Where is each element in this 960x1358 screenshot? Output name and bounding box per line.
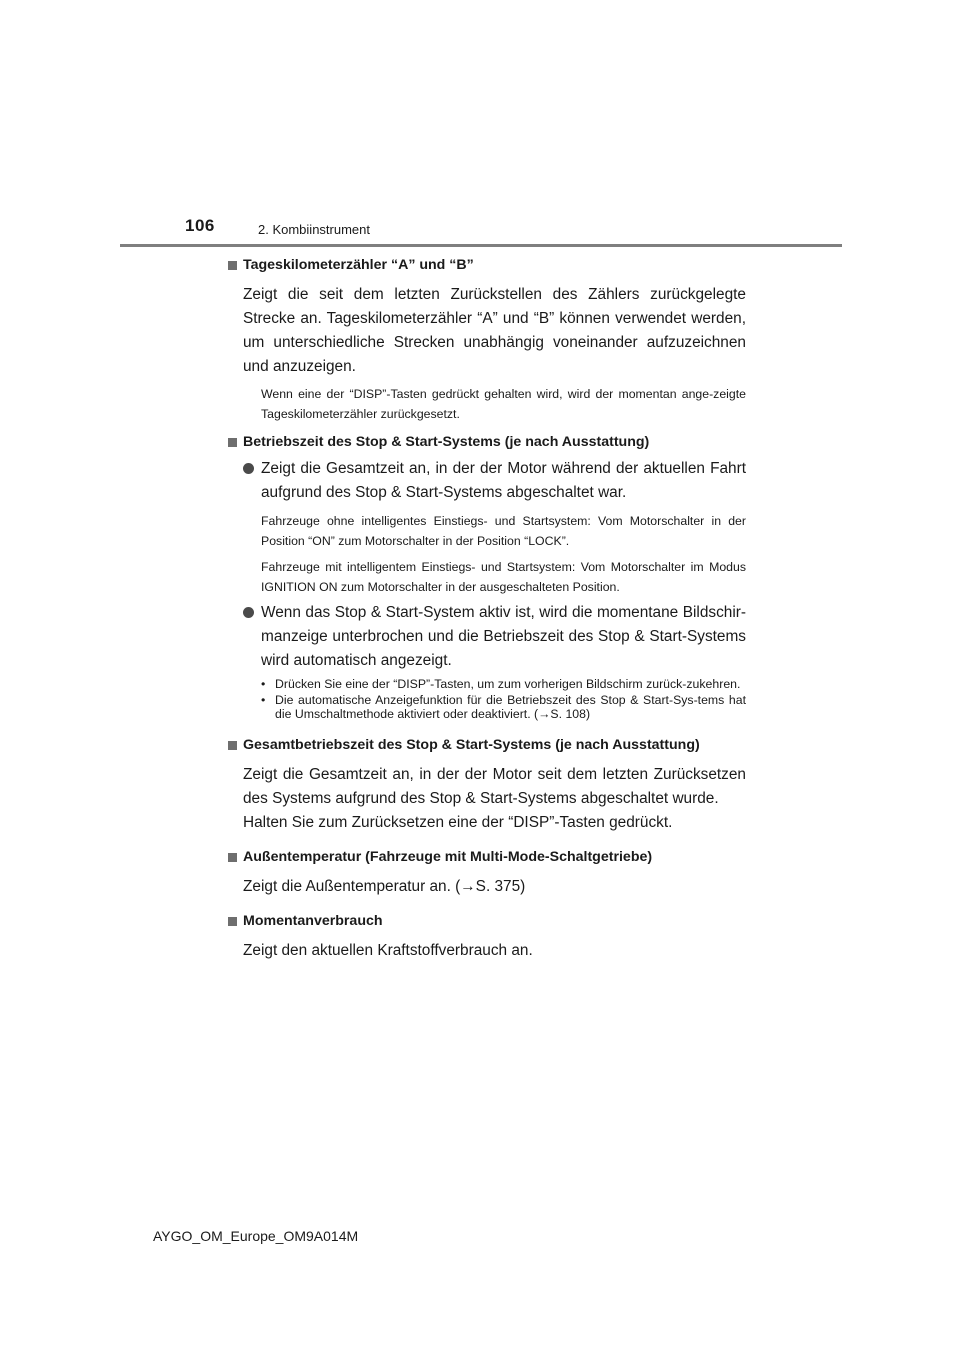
section-trip-meter bbox=[228, 255, 746, 424]
chapter-title: 2. Kombiinstrument bbox=[258, 222, 370, 237]
section-body: Zeigt die Gesamtzeit an, in der der Motor seit dem letzten Zurücksetzen des Systems aufgrund des Stop & Start-Systems abgeschaltet wurde. bbox=[243, 766, 746, 807]
round-bullet-icon bbox=[243, 607, 254, 618]
header-rule bbox=[120, 244, 842, 247]
list-item-text: Drücken Sie eine der “DISP”-Tasten, um zum vorherigen Bildschirm zurück-zukehren. bbox=[275, 677, 741, 691]
square-bullet-icon bbox=[228, 853, 237, 862]
section-heading bbox=[228, 911, 746, 932]
section-heading bbox=[228, 847, 746, 868]
section-title: Betriebszeit des Stop & Start-Systems (je nach Ausstattung) bbox=[243, 434, 650, 450]
section-note: Fahrzeuge ohne intelligentes Einstiegs- und Startsystem: Vom Motorschalter in der Position “ON” zum Motorschalter in der Position “LOCK”. bbox=[261, 514, 746, 548]
section-body: Halten Sie zum Zurücksetzen eine der “DISP”-Tasten gedrückt. bbox=[243, 814, 673, 831]
page-number: 106 bbox=[185, 216, 215, 235]
footer-doc-id: AYGO_OM_Europe_OM9A014M bbox=[153, 1228, 359, 1244]
square-bullet-icon bbox=[228, 917, 237, 926]
section-title: Momentanverbrauch bbox=[243, 913, 383, 929]
square-bullet-icon bbox=[228, 438, 237, 447]
list-item bbox=[261, 693, 746, 721]
section-title: Tageskilometerzähler “A” und “B” bbox=[243, 257, 474, 273]
bullet-text: Zeigt die Gesamtzeit an, in der der Motor während der aktuellen Fahrt aufgrund des Stop & Start-Systems abgeschaltet war. bbox=[261, 460, 746, 501]
section-body: Zeigt den aktuellen Kraftstoffverbrauch an. bbox=[243, 942, 533, 959]
dot-mark-icon: • bbox=[261, 693, 266, 707]
section-note: Wenn eine der “DISP”-Tasten gedrückt gehalten wird, wird der momentan ange-zeigte Tageskilometerzähler zurückgesetzt. bbox=[261, 387, 746, 421]
list-item bbox=[261, 677, 746, 691]
bullet-item bbox=[243, 457, 746, 505]
section-note: Fahrzeuge mit intelligentem Einstiegs- und Startsystem: Vom Motorschalter im Modus IGNITION ON zum Motorschalter in der ausgeschalteten Position. bbox=[261, 560, 746, 594]
section-total-stop-start-time bbox=[228, 735, 746, 835]
list-item-text: Die automatische Anzeigefunktion für die Betriebszeit des Stop & Start-Sys-tems hat die Umschaltmethode aktiviert oder deaktiviert. (→S. 108) bbox=[275, 693, 746, 721]
section-heading bbox=[228, 255, 746, 276]
bullet-item bbox=[243, 601, 746, 673]
section-instant-consumption bbox=[228, 911, 746, 963]
section-title: Außentemperatur (Fahrzeuge mit Multi-Mode-Schaltgetriebe) bbox=[243, 849, 653, 865]
section-body: Zeigt die Außentemperatur an. (→S. 375) bbox=[243, 878, 526, 895]
section-title: Gesamtbetriebszeit des Stop & Start-Systems (je nach Ausstattung) bbox=[243, 737, 700, 753]
section-outside-temperature bbox=[228, 847, 746, 899]
section-heading bbox=[228, 432, 746, 453]
note-list bbox=[261, 677, 746, 721]
square-bullet-icon bbox=[228, 741, 237, 750]
section-heading bbox=[228, 735, 746, 756]
square-bullet-icon bbox=[228, 261, 237, 270]
section-body: Zeigt die seit dem letzten Zurückstellen des Zählers zurückgelegte Strecke an. Tageskilometerzähler “A” und “B” können verwendet werden, um unterschiedliche Strecken unabhängig voneinander aufzuzeichnen und anzuzeigen. bbox=[243, 286, 746, 375]
dot-mark-icon: • bbox=[261, 677, 266, 691]
page-content bbox=[228, 255, 746, 963]
round-bullet-icon bbox=[243, 463, 254, 474]
bullet-text: Wenn das Stop & Start-System aktiv ist, wird die momentane Bildschir-manzeige unterbrochen und die Betriebszeit des Stop & Start-Systems wird automatisch angezeigt. bbox=[261, 604, 746, 669]
section-stop-start-time bbox=[228, 432, 746, 721]
